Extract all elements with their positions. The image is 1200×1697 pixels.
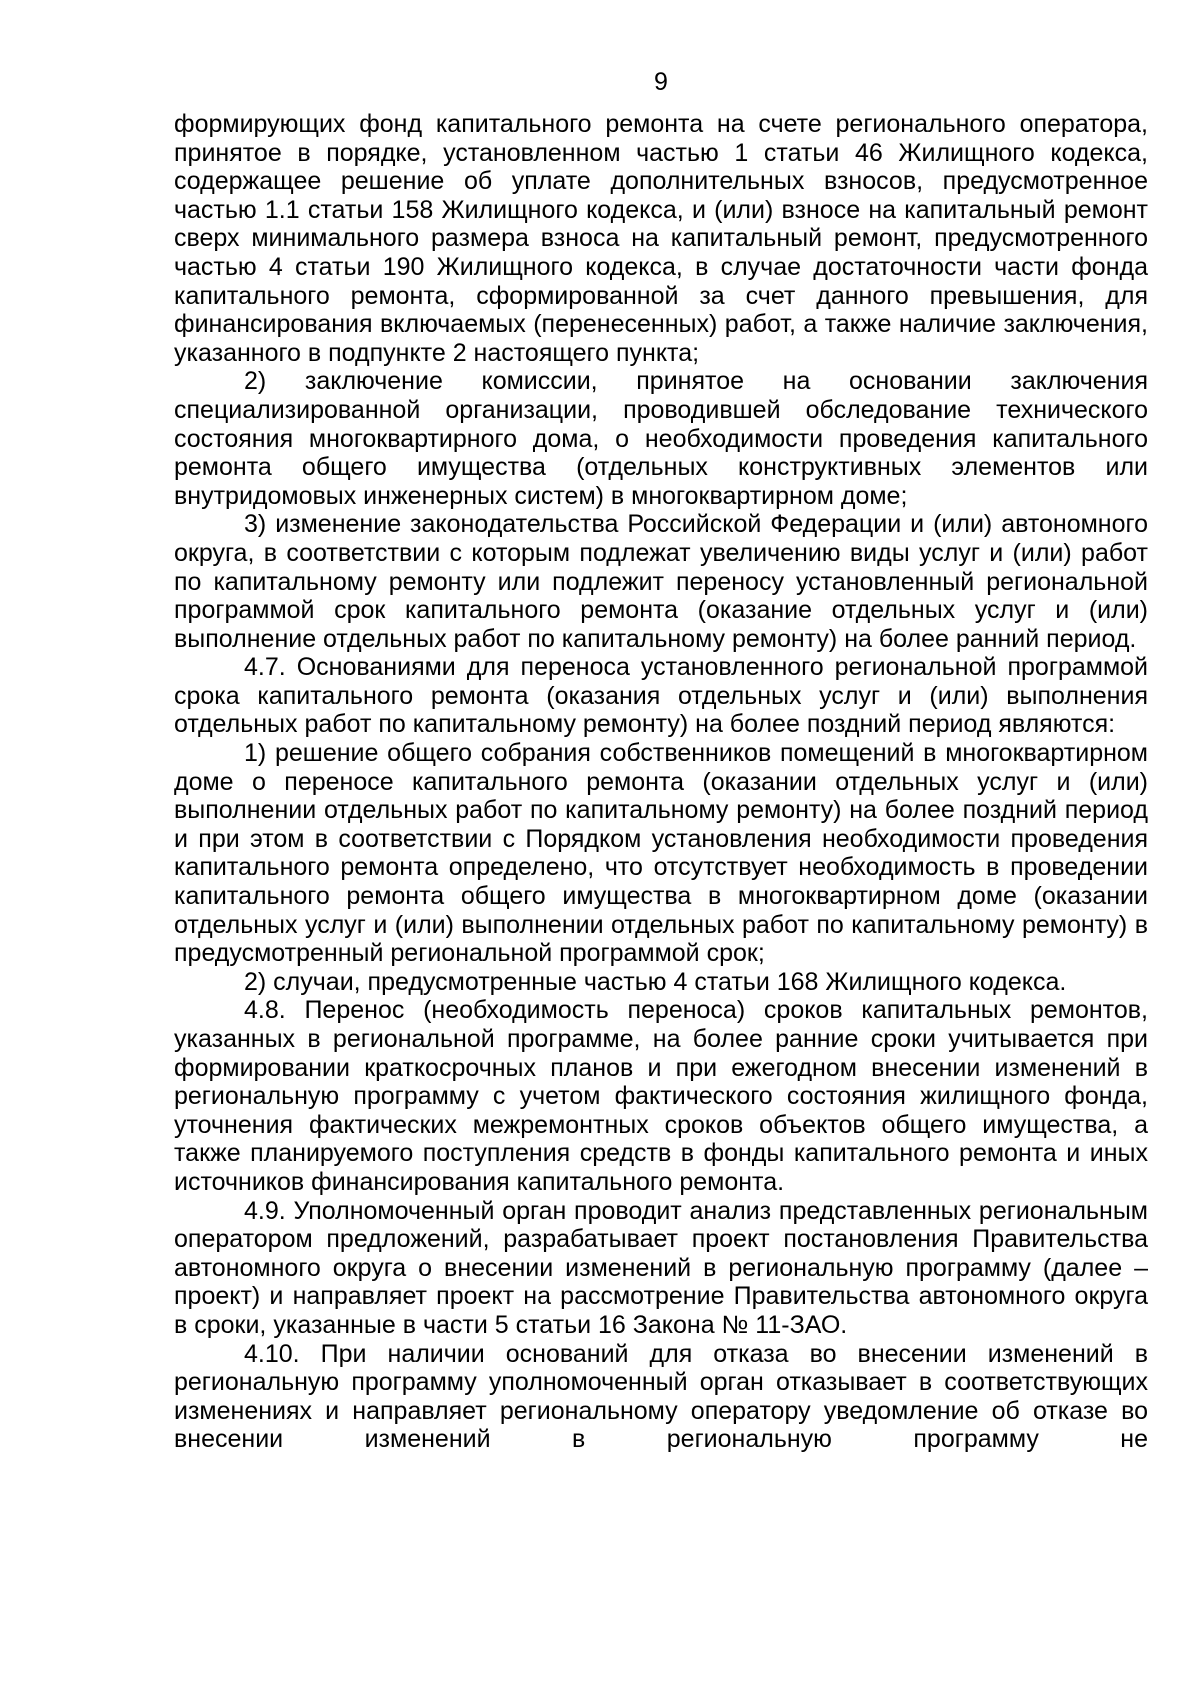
paragraph-item-3-legislation-change: 3) изменение законодательства Российской Федерации и (или) автономного округа, в соответствии с которым подлежат увеличению виды услуг и (или) работ по капитальному ремонту или подлежит переносу установленный региональной программой срок капитального ремонта (оказание отдельных услуг и (или) выполнение отдельных работ по капитальному ремонту) на более ранний период. — [174, 510, 1148, 653]
paragraph-item-1-owners-decision: 1) решение общего собрания собственников помещений в многоквартирном доме о переносе капитального ремонта (оказании отдельных услуг и (или) выполнении отдельных работ по капитальному ремонту) на более поздний период и при этом в соответствии с Порядком установления необходимости проведения капитального ремонта определено, что отсутствует необходимость в проведении капитального ремонта общего имущества в многоквартирном доме (оказании отдельных услуг и (или) выполнении отдельных работ по капитальному ремонту) в предусмотренный региональной программой срок; — [174, 739, 1148, 968]
page-number: 9 — [654, 68, 668, 96]
paragraph-4-9: 4.9. Уполномоченный орган проводит анализ представленных региональным оператором предложений, разрабатывает проект постановления Правительства автономного округа о внесении изменений в региональную программу (далее – проект) и направляет проект на рассмотрение Правительства автономного округа в сроки, указанные в части 5 статьи 16 Закона № 11-ЗАО. — [174, 1196, 1148, 1339]
paragraph-4-7: 4.7. Основаниями для переноса установленного региональной программой срока капитального ремонта (оказания отдельных услуг и (или) выполнения отдельных работ по капитальному ремонту) на более поздний период являются: — [174, 653, 1148, 739]
document-page — [174, 64, 1148, 1454]
paragraph-item-2-cases: 2) случаи, предусмотренные частью 4 статьи 168 Жилищного кодекса. — [244, 967, 1067, 996]
paragraph-4-10: 4.10. При наличии оснований для отказа во внесении изменений в региональную программу уполномоченный орган отказывает в соответствующих изменениях и направляет региональному оператору уведомление об отказе во внесении изменений в региональную программу не — [174, 1339, 1148, 1454]
paragraph-continuation: формирующих фонд капитального ремонта на счете регионального оператора, принятое в порядке, установленном частью 1 статьи 46 Жилищного кодекса, содержащее решение об уплате дополнительных взносов, предусмотренное частью 1.1 статьи 158 Жилищного кодекса, и (или) взносе на капитальный ремонт сверх минимального размера взноса на капитальный ремонт, предусмотренного частью 4 статьи 190 Жилищного кодекса, в случае достаточности части фонда капитального ремонта, сформированной за счет данного превышения, для финансирования включаемых (перенесенных) работ, а также наличие заключения, указанного в подпункте 2 настоящего пункта; — [174, 110, 1148, 367]
paragraph-item-2-commission-conclusion: 2) заключение комиссии, принятое на основании заключения специализированной организации, проводившей обследование технического состояния многоквартирного дома, о необходимости проведения капитального ремонта общего имущества (отдельных конструктивных элементов или внутридомовых инженерных систем) в многоквартирном доме; — [174, 367, 1148, 510]
paragraph-4-8: 4.8. Перенос (необходимость переноса) сроков капитальных ремонтов, указанных в региональной программе, на более ранние сроки учитывается при формировании краткосрочных планов и при ежегодном внесении изменений в региональную программу с учетом фактического состояния жилищного фонда, уточнения фактических межремонтных сроков объектов общего имущества, а также планируемого поступления средств в фонды капитального ремонта и иных источников финансирования капитального ремонта. — [174, 996, 1148, 1196]
